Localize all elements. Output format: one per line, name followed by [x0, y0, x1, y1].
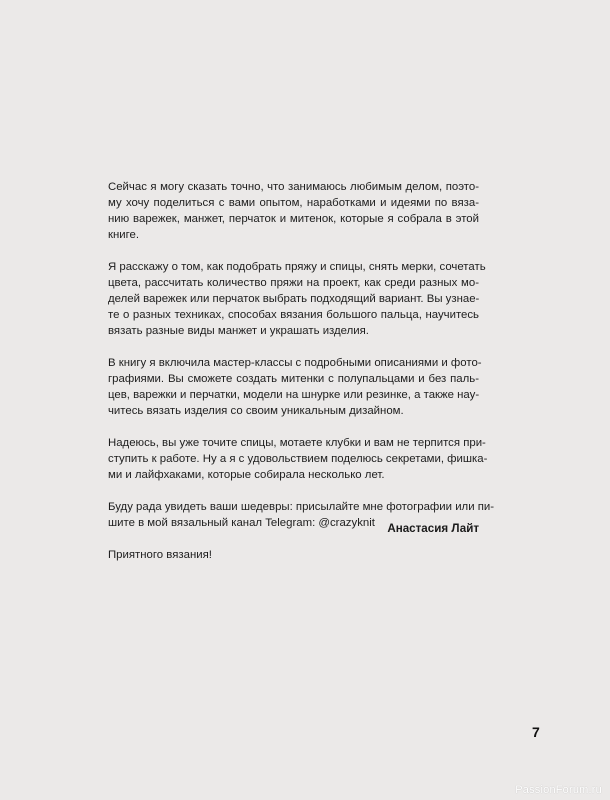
paragraph-hope: [108, 435, 488, 483]
text-line: цев, варежки и перчатки, модели на шнурке или резинке, а также нау-: [108, 389, 480, 401]
body-text: [108, 179, 495, 579]
text-line: шите в мой вязальный канал Telegram: @crazyknit: [108, 517, 375, 529]
text-line: цвета, рассчитать количество пряжи на проект, как среди разных мо-: [108, 277, 479, 289]
text-line: Сейчас я могу сказать точно, что занимаюсь любимым делом, поэто-: [108, 181, 479, 193]
text-line: книге.: [108, 229, 140, 241]
text-line: читесь вязать изделия со своим уникальным дизайном.: [108, 405, 404, 417]
text-line: В книгу я включила мастер-классы с подробными описаниями и фото-: [108, 357, 482, 369]
text-line: графиями. Вы сможете создать митенки с полупальцами и без паль-: [108, 373, 479, 385]
text-line: нию варежек, манжет, перчаток и митенок, которые я собрала в этой: [108, 213, 479, 225]
text-line: му хочу поделиться с вами опытом, наработками и идеями по вяза-: [108, 197, 479, 209]
paragraph-intro: [108, 179, 479, 243]
paragraph-closing: [108, 547, 479, 563]
text-line: делей варежек или перчаток выбрать подходящий вариант. Вы узнае-: [108, 293, 480, 305]
text-line: Приятного вязания!: [108, 549, 212, 561]
text-line: Я расскажу о том, как подобрать пряжу и спицы, снять мерки, сочетать: [108, 261, 486, 273]
paragraph-masterclasses: [108, 355, 482, 419]
watermark-text: PassionForum.ru: [515, 784, 602, 796]
text-line: ступить к работе. Ну а я с удовольствием поделюсь секретами, фишка-: [108, 453, 488, 465]
page-number: 7: [532, 724, 540, 740]
text-line: вязать разные виды манжет и украшать изделия.: [108, 325, 369, 337]
author-signature: Анастасия Лайт: [387, 522, 479, 535]
paragraph-overview: [108, 259, 486, 339]
text-line: Надеюсь, вы уже точите спицы, мотаете клубки и вам не терпится при-: [108, 437, 486, 449]
text-line: те о разных техниках, способах вязания большого пальца, научитесь: [108, 309, 479, 321]
text-line: ми и лайфхаками, которые собирала несколько лет.: [108, 469, 385, 481]
text-line: Буду рада увидеть ваши шедевры: присылайте мне фотографии или пи-: [108, 501, 495, 513]
